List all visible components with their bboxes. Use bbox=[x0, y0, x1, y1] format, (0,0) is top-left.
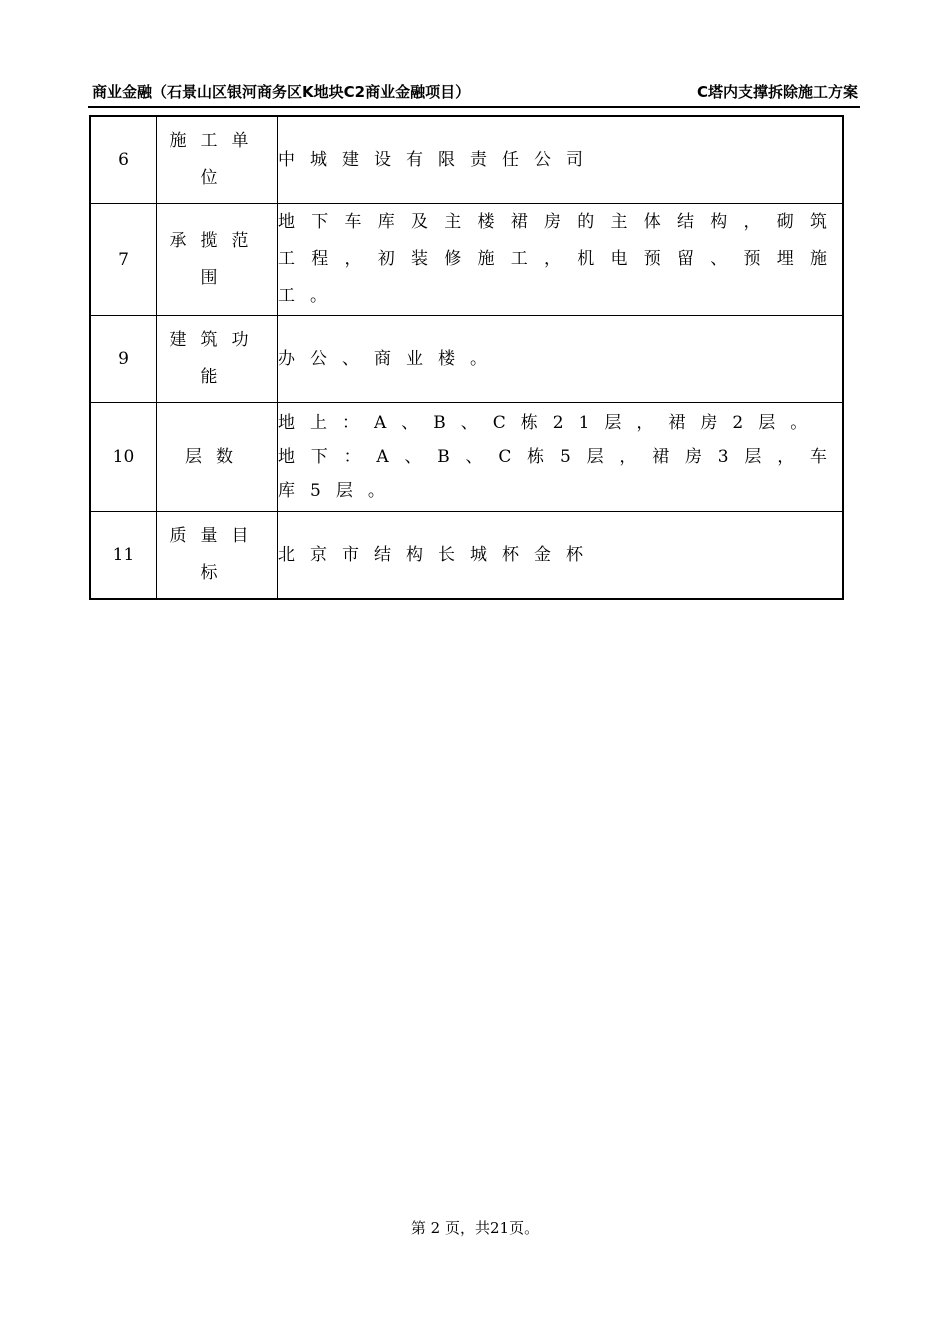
row-number: 7 bbox=[90, 204, 157, 316]
row-number: 6 bbox=[90, 116, 157, 204]
document-header-title: 商业金融（石景山区银河商务区K地块C2商业金融项目） bbox=[92, 83, 471, 101]
project-info-table bbox=[89, 115, 844, 600]
row-label: 层数 bbox=[185, 446, 247, 467]
table-row bbox=[90, 116, 843, 204]
row-value: 北京市结构长城杯金杯 bbox=[278, 544, 598, 565]
row-value: 地下车库及主楼裙房的主体结构，砌筑工程，初装修施工，机电预留、预埋施工。 bbox=[278, 212, 842, 306]
document-header-section: C塔内支撑拆除施工方案 bbox=[696, 83, 858, 101]
page-number: 第 2 页，共21页。 bbox=[410, 1219, 540, 1237]
row-label: 施工单位 bbox=[169, 131, 263, 188]
row-value-line2: 地下：A、B、C栋5层，裙房3层，车库5层。 bbox=[278, 447, 842, 501]
row-number: 9 bbox=[90, 316, 157, 403]
header-divider bbox=[88, 106, 860, 108]
table-row bbox=[90, 512, 843, 600]
row-label: 承揽范围 bbox=[169, 230, 263, 288]
row-value: 办公、商业楼。 bbox=[278, 348, 502, 369]
row-value: 地上：A、B、C栋21层，裙房2层。 bbox=[278, 413, 823, 433]
row-label: 质量目标 bbox=[169, 526, 263, 583]
row-label: 建筑功能 bbox=[169, 330, 263, 387]
table-row bbox=[90, 204, 843, 316]
row-number: 10 bbox=[90, 403, 157, 512]
table-row bbox=[90, 403, 843, 512]
row-value: 中城建设有限责任公司 bbox=[278, 149, 598, 170]
row-number: 11 bbox=[90, 512, 157, 600]
table-row bbox=[90, 316, 843, 403]
